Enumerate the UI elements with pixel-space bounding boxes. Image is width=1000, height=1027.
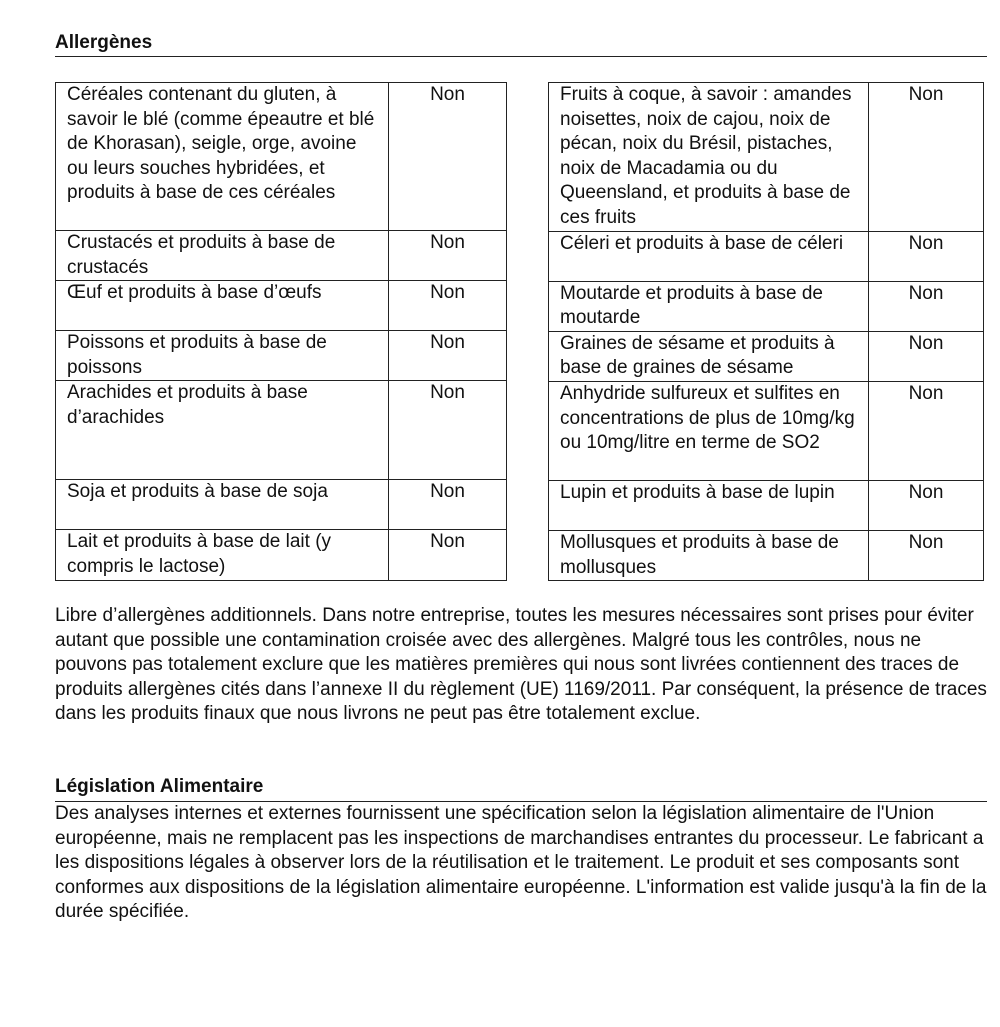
allergen-value: Non (389, 331, 507, 381)
allergens-heading: Allergènes (55, 32, 153, 53)
allergen-value: Non (389, 83, 507, 231)
allergen-row (549, 480, 984, 530)
allergens-heading-rule (55, 56, 987, 57)
allergen-table-right (548, 82, 984, 581)
allergen-value: Non (869, 480, 984, 530)
allergen-row (549, 281, 984, 331)
allergen-row (56, 530, 507, 580)
allergen-row (56, 83, 507, 231)
allergen-row (549, 83, 984, 232)
allergen-row (549, 530, 984, 580)
allergen-name: Crustacés et produits à base de crustacés (56, 231, 389, 281)
allergen-value: Non (389, 281, 507, 331)
allergen-name: Arachides et produits à base d’arachides (56, 381, 389, 480)
allergen-value: Non (869, 83, 984, 232)
allergen-value: Non (389, 231, 507, 281)
allergen-name: Lait et produits à base de lait (y compris le lactose) (56, 530, 389, 580)
allergen-value: Non (389, 381, 507, 480)
allergen-note: Libre d’allergènes additionnels. Dans notre entreprise, toutes les mesures nécessaires sont prises pour éviter autant que possible une contamination croisée avec des allergènes. Malgré tous les contrôles, nous ne pouvons pas totalement exclure que les matières premières qui nous sont livrées contiennent des traces de produits allergènes cités dans l’annexe II du règlement (UE) 1169/2011. Par conséquent, la présence de traces dans les produits finaux que nous livrons ne peut pas être totalement exclue. (55, 605, 987, 725)
allergen-name: Céleri et produits à base de céleri (549, 231, 869, 281)
allergen-name: Graines de sésame et produits à base de graines de sésame (549, 331, 869, 381)
allergen-name: Céréales contenant du gluten, à savoir le blé (comme épeautre et blé de Khorasan), seigle, orge, avoine ou leurs souches hybridées, et produits à base de ces céréales (56, 83, 389, 231)
legislation-text: Des analyses internes et externes fournissent une spécification selon la législation alimentaire de l'Union européenne, mais ne remplacent pas les inspections de marchandises entrantes du processeur. Le fabricant a les dispositions légales à observer lors de la réutilisation et le traitement. Le produit et ses composants sont conformes aux dispositions de la législation alimentaire européenne. L'information est valide jusqu'à la fin de la durée spécifiée. (55, 803, 987, 923)
allergen-name: Moutarde et produits à base de moutarde (549, 281, 869, 331)
allergen-value: Non (869, 331, 984, 381)
allergen-name: Fruits à coque, à savoir : amandes noisettes, noix de cajou, noix de pécan, noix du Brésil, pistaches, noix de Macadamia ou du Queensland, et produits à base de ces fruits (549, 83, 869, 232)
allergen-row (549, 381, 984, 480)
allergen-name: Anhydride sulfureux et sulfites en concentrations de plus de 10mg/kg ou 10mg/litre en terme de SO2 (549, 381, 869, 480)
allergen-row (56, 331, 507, 381)
allergen-name: Lupin et produits à base de lupin (549, 480, 869, 530)
allergen-table-left (55, 82, 507, 581)
allergen-row (56, 381, 507, 480)
allergen-row (56, 231, 507, 281)
allergen-value: Non (389, 530, 507, 580)
allergen-name: Soja et produits à base de soja (56, 480, 389, 530)
allergen-row (549, 231, 984, 281)
allergen-row (56, 480, 507, 530)
allergen-name: Poissons et produits à base de poissons (56, 331, 389, 381)
allergen-name: Mollusques et produits à base de mollusques (549, 530, 869, 580)
legislation-heading: Législation Alimentaire (55, 776, 264, 797)
allergen-row (549, 331, 984, 381)
allergen-value: Non (869, 281, 984, 331)
allergen-value: Non (389, 480, 507, 530)
allergen-row (56, 281, 507, 331)
allergen-name: Œuf et produits à base d’œufs (56, 281, 389, 331)
allergen-value: Non (869, 530, 984, 580)
allergen-value: Non (869, 231, 984, 281)
allergen-value: Non (869, 381, 984, 480)
